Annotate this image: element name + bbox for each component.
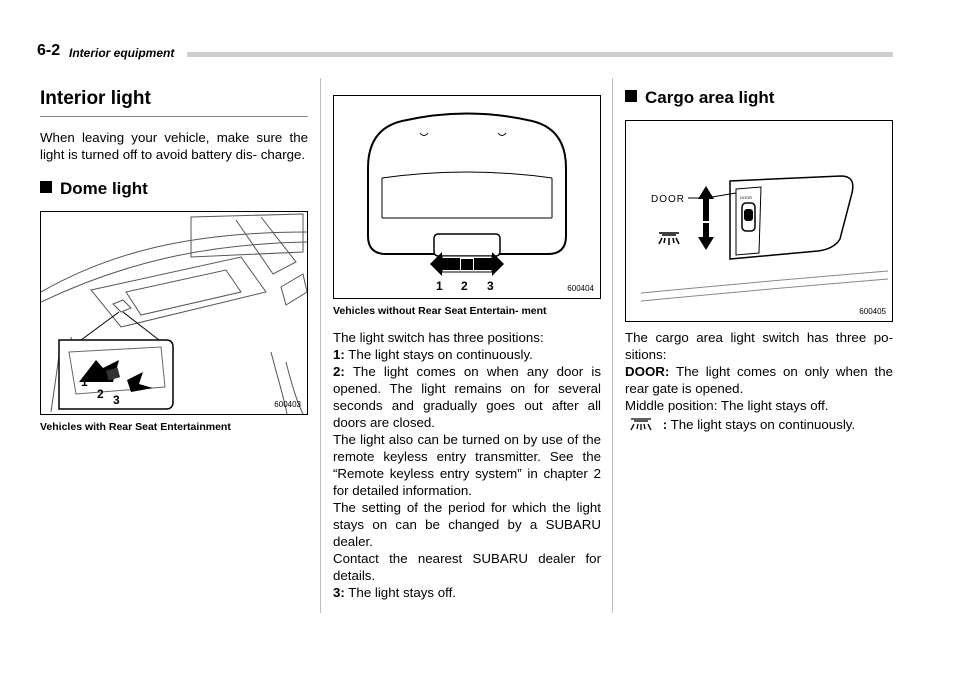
cargo-door-position: DOOR: The light comes on only when the rear gate is opened.	[625, 364, 893, 396]
page-number: 6-2	[37, 42, 61, 59]
figure-dome-light-rse	[40, 211, 308, 415]
position-2: 2: The light comes on when any door is opened. The light remains on for several seconds and gradually goes out after all doors are closed.	[333, 364, 601, 430]
cargo-on-position: : The light stays on continuously.	[625, 416, 893, 433]
figure-caption: Vehicles without Rear Seat Entertain- ment	[333, 305, 547, 317]
cargo-light-heading	[625, 88, 893, 108]
fig1-label-1: 1	[81, 375, 88, 389]
column-middle	[333, 82, 601, 601]
dome-light-heading	[40, 179, 308, 199]
figure-id: 600403	[274, 400, 301, 409]
figure-id: 600404	[567, 284, 594, 293]
switch-door-mark: DOOR	[740, 195, 752, 200]
cargo-positions-intro: The cargo area light switch has three po- sitions:	[625, 330, 893, 362]
door-label: DOOR	[651, 194, 685, 205]
section-title: Interior equipment	[69, 46, 175, 60]
cargo-light-text	[625, 329, 893, 433]
remote-keyless-note: The light also can be turned on by use of the remote keyless entry transmitter. See the “Remote keyless entry system” in chapter 2 for detailed information.	[333, 432, 601, 498]
fig1-label-2: 2	[97, 387, 104, 401]
header-bar	[187, 52, 893, 57]
square-bullet-icon	[40, 181, 52, 193]
dealer-contact-note: Contact the nearest SUBARU dealer for details.	[333, 551, 601, 583]
dome-light-illustration	[334, 96, 600, 298]
cargo-light-title: Cargo area light	[645, 88, 775, 107]
light-on-icon	[659, 233, 679, 245]
cargo-middle-position: Middle position: The light stays off.	[625, 398, 829, 413]
column-divider	[320, 78, 321, 613]
interior-light-intro: When leaving your vehicle, make sure the light is turned off to avoid battery dis- charge.	[40, 130, 308, 162]
fig2-label-3: 3	[487, 279, 494, 293]
column-right	[625, 82, 893, 433]
square-bullet-icon	[625, 90, 637, 102]
switch-positions-intro: The light switch has three positions:	[333, 330, 544, 345]
cargo-light-illustration	[626, 121, 892, 321]
position-1: 1: The light stays on continuously.	[333, 347, 533, 362]
fig2-label-2: 2	[461, 279, 468, 293]
dome-light-title: Dome light	[60, 179, 148, 198]
column-left	[40, 82, 308, 434]
dealer-setting-note: The setting of the period for which the light stays on can be changed by a SUBARU dealer.	[333, 500, 601, 549]
interior-light-heading: Interior light	[40, 88, 308, 117]
position-3: 3: The light stays off.	[333, 585, 456, 600]
column-divider	[612, 78, 613, 613]
dome-light-illustration	[41, 212, 307, 414]
figure-id: 600405	[859, 307, 886, 316]
figure-caption: Vehicles with Rear Seat Entertainment	[40, 421, 231, 433]
light-on-icon	[629, 417, 653, 431]
fig1-label-3: 3	[113, 393, 120, 407]
fig2-label-1: 1	[436, 279, 443, 293]
page-header	[37, 40, 893, 62]
figure-cargo-light	[625, 120, 893, 322]
dome-light-text	[333, 329, 601, 601]
figure-dome-light-no-rse	[333, 95, 601, 299]
